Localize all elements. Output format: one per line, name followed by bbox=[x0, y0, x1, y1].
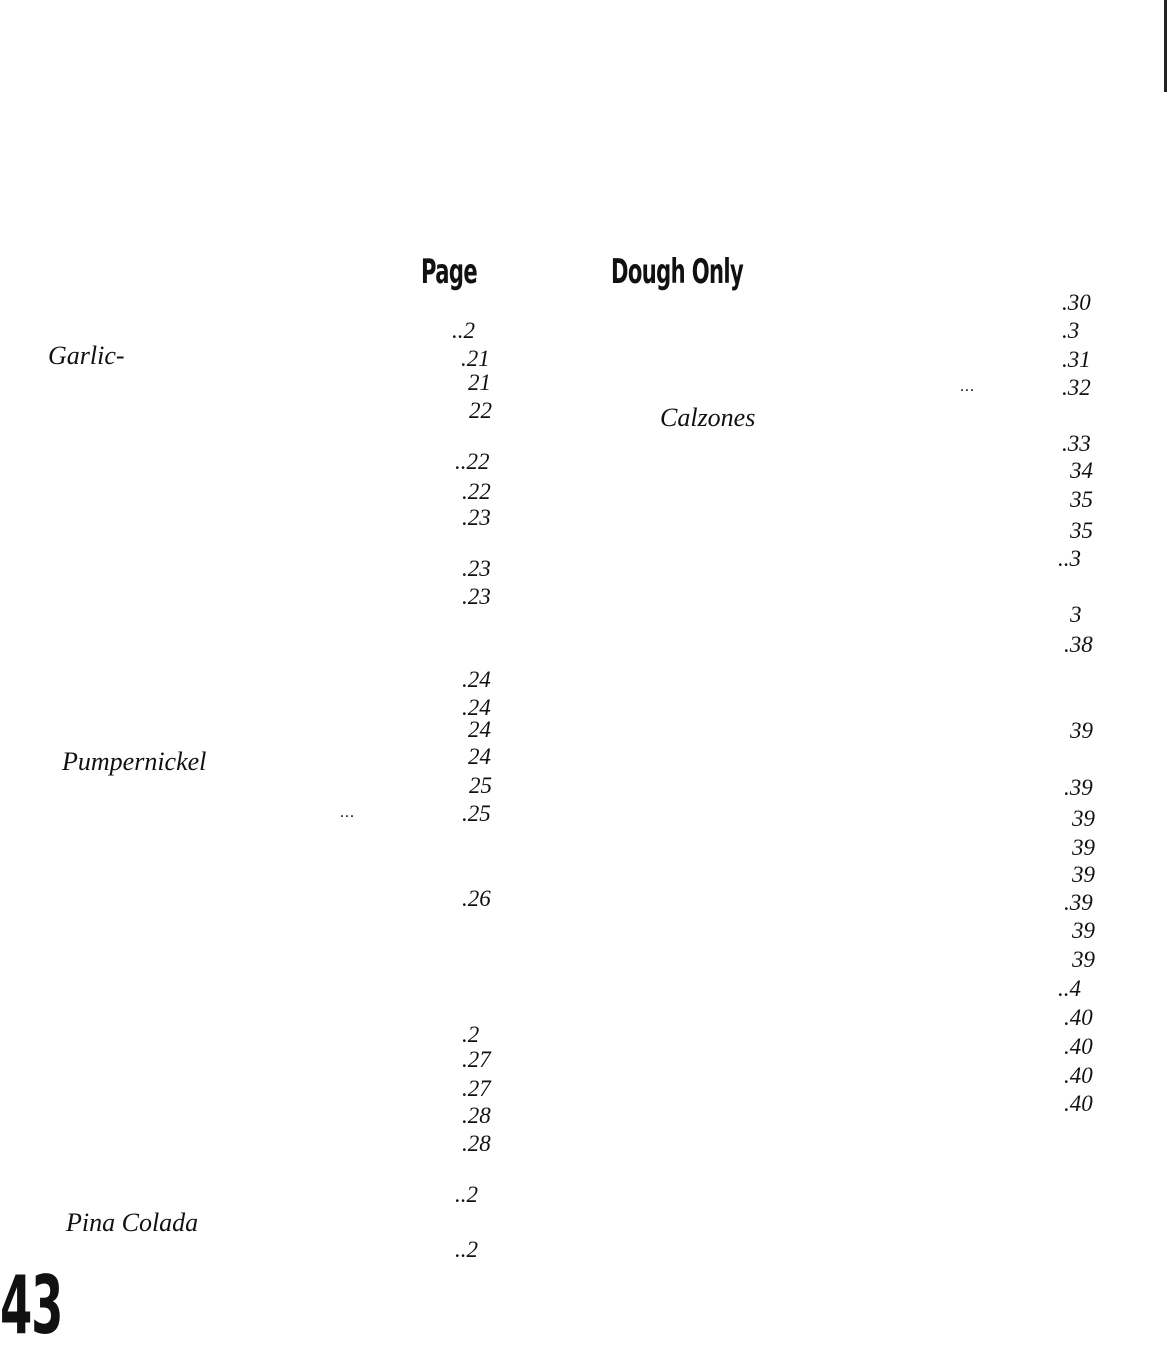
page-number: 39 bbox=[1072, 947, 1095, 972]
page-number: .28 bbox=[462, 1103, 491, 1128]
page-number: .40 bbox=[1064, 1005, 1093, 1030]
page-edge-rule bbox=[1164, 0, 1167, 92]
page-number: ..2 bbox=[455, 1182, 478, 1207]
page-number: ..3 bbox=[1058, 546, 1081, 571]
page-number: .21 bbox=[461, 346, 490, 371]
page-number: 35 bbox=[1070, 518, 1093, 543]
recipe-label-garlic: Garlic- bbox=[48, 341, 125, 370]
page-number: 21 bbox=[468, 370, 491, 395]
page-number: ..4 bbox=[1058, 976, 1081, 1001]
page-number: .23 bbox=[462, 505, 491, 530]
page-number: 3 bbox=[1070, 602, 1082, 627]
page-number: .40 bbox=[1064, 1063, 1093, 1088]
page-number: .31 bbox=[1062, 347, 1091, 372]
page-number: .40 bbox=[1064, 1034, 1093, 1059]
page-number: 39 bbox=[1072, 862, 1095, 887]
page-number: 34 bbox=[1070, 458, 1093, 483]
page-number: .27 bbox=[462, 1047, 491, 1072]
page-number: .25 bbox=[462, 801, 491, 826]
page-number: .3 bbox=[1062, 318, 1080, 343]
page-number: .2 bbox=[462, 1022, 480, 1047]
page-number: .23 bbox=[462, 556, 491, 581]
page-number: .28 bbox=[462, 1131, 491, 1156]
page-number: .30 bbox=[1062, 290, 1091, 315]
recipe-label-pumpernickel: Pumpernickel bbox=[62, 747, 207, 776]
column-heading-page: Page bbox=[421, 252, 478, 292]
page-number: 39 bbox=[1072, 806, 1095, 831]
page-number: .39 bbox=[1064, 775, 1093, 800]
page-number: .26 bbox=[462, 886, 491, 911]
page-number: .38 bbox=[1064, 632, 1093, 657]
page-number: .33 bbox=[1062, 431, 1091, 456]
leader-dots: ... bbox=[960, 378, 975, 395]
page-number: 39 bbox=[1072, 918, 1095, 943]
page-number: .39 bbox=[1064, 890, 1093, 915]
recipe-label-calzones: Calzones bbox=[660, 403, 756, 432]
page-number: 24 bbox=[468, 717, 491, 742]
page-number: ..2 bbox=[452, 318, 475, 343]
page-folio-number: 43 bbox=[0, 1259, 63, 1352]
page-number: .22 bbox=[462, 479, 491, 504]
page-number: .23 bbox=[462, 584, 491, 609]
recipe-label-pina-colada: Pina Colada bbox=[66, 1208, 199, 1237]
page-number: .32 bbox=[1062, 375, 1091, 400]
page-number: 35 bbox=[1070, 487, 1093, 512]
page-number: 24 bbox=[468, 744, 491, 769]
page-number: .27 bbox=[462, 1076, 491, 1101]
page-number: ..22 bbox=[455, 449, 490, 474]
page-number: ..2 bbox=[455, 1237, 478, 1262]
page-number: .40 bbox=[1064, 1091, 1093, 1116]
page-number: 39 bbox=[1072, 835, 1095, 860]
page-number: 39 bbox=[1070, 718, 1093, 743]
page-number: .24 bbox=[462, 667, 491, 692]
page-number: 25 bbox=[469, 773, 492, 798]
page-number: .24 bbox=[462, 695, 491, 720]
leader-dots: ... bbox=[340, 804, 355, 821]
page-number: 22 bbox=[469, 398, 492, 423]
column-heading-dough-only: Dough Only bbox=[611, 252, 744, 292]
